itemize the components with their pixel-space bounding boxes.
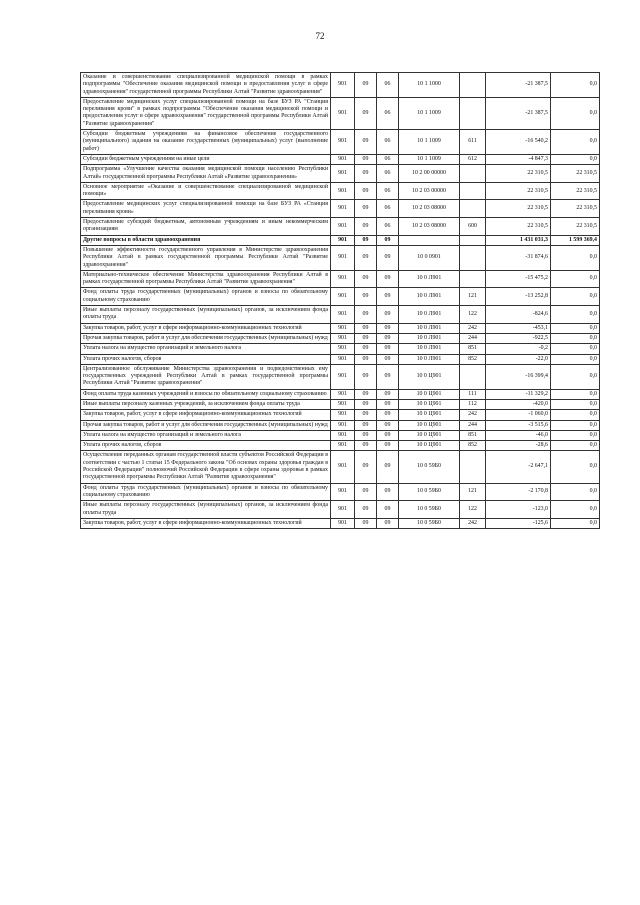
amount-1-cell: -2 170,8: [486, 483, 551, 501]
subsection-code-cell: 09: [377, 306, 399, 324]
admin-code-cell: 901: [331, 399, 355, 409]
expense-type-cell: 851: [460, 344, 486, 354]
amount-1-cell: -15 475,2: [486, 270, 551, 288]
target-item-cell: 10 0 Л901: [399, 306, 460, 324]
admin-code-cell: 901: [331, 410, 355, 420]
amount-1-cell: -125,6: [486, 518, 551, 528]
amount-1-cell: 22 310,5: [486, 200, 551, 218]
table-row: [81, 451, 600, 483]
subsection-code-cell: 09: [377, 501, 399, 519]
expense-type-cell: 121: [460, 483, 486, 501]
table-row: [81, 218, 600, 236]
amount-2-cell: 0,0: [551, 399, 600, 409]
target-item-cell: 10 0 Ц901: [399, 399, 460, 409]
section-code-cell: 09: [355, 323, 377, 333]
row-name-cell: Субсидии бюджетным учреждениям на финансовое обеспечение государственного (муниципального) задания на оказание государственных (муниципальных) услуг (выполнение работ): [81, 130, 331, 155]
table-row: [81, 410, 600, 420]
row-name-cell: Оказание и совершенствование специализированной медицинской помощи в рамках подпрограммы "Обеспечение оказания медицинской помощи и предоставления услуг в сфере здравоохранения" государственной программы Республики Алтай "Развитие здравоохранения": [81, 73, 331, 98]
row-name-cell: Иные выплаты персоналу казенных учреждений, за исключением фонда оплаты труда: [81, 399, 331, 409]
expense-type-cell: [460, 200, 486, 218]
table-row: [81, 323, 600, 333]
target-item-cell: 10 2 00 00000: [399, 165, 460, 183]
amount-2-cell: 0,0: [551, 154, 600, 164]
section-code-cell: 09: [355, 451, 377, 483]
amount-1-cell: -21 387,5: [486, 73, 551, 98]
row-name-cell: Субсидии бюджетным учреждениям на иные цели: [81, 154, 331, 164]
amount-2-cell: 0,0: [551, 364, 600, 389]
amount-1-cell: -922,5: [486, 333, 551, 343]
amount-1-cell: -11 329,2: [486, 389, 551, 399]
admin-code-cell: 901: [331, 441, 355, 451]
amount-1-cell: -16 399,4: [486, 364, 551, 389]
amount-2-cell: 0,0: [551, 441, 600, 451]
target-item-cell: 10 0 Л901: [399, 270, 460, 288]
section-code-cell: 09: [355, 73, 377, 98]
section-code-cell: 09: [355, 218, 377, 236]
admin-code-cell: 901: [331, 200, 355, 218]
admin-code-cell: 901: [331, 344, 355, 354]
expense-type-cell: 611: [460, 130, 486, 155]
section-code-cell: 09: [355, 364, 377, 389]
expense-type-cell: [460, 73, 486, 98]
section-code-cell: 09: [355, 306, 377, 324]
section-code-cell: 09: [355, 270, 377, 288]
subsection-code-cell: 09: [377, 451, 399, 483]
target-item-cell: 10 0 Ц901: [399, 420, 460, 430]
admin-code-cell: 901: [331, 218, 355, 236]
amount-1-cell: -4 847,3: [486, 154, 551, 164]
amount-2-cell: 0,0: [551, 97, 600, 129]
target-item-cell: 10 0 Л901: [399, 354, 460, 364]
admin-code-cell: 901: [331, 420, 355, 430]
admin-code-cell: 901: [331, 364, 355, 389]
section-code-cell: 09: [355, 235, 377, 245]
section-code-cell: 09: [355, 483, 377, 501]
expense-type-cell: 122: [460, 306, 486, 324]
admin-code-cell: 901: [331, 333, 355, 343]
subsection-code-cell: 09: [377, 430, 399, 440]
admin-code-cell: 901: [331, 270, 355, 288]
amount-2-cell: 0,0: [551, 410, 600, 420]
subsection-code-cell: 06: [377, 218, 399, 236]
subsection-code-cell: 06: [377, 165, 399, 183]
amount-2-cell: 0,0: [551, 306, 600, 324]
row-name-cell: Подпрограмма «Улучшение качества оказания медицинской помощи населению Республики Алтай» государственной программы Республики Алтай «Развитие здравоохранения»: [81, 165, 331, 183]
subsection-code-cell: 09: [377, 441, 399, 451]
amount-1-cell: -22,0: [486, 354, 551, 364]
amount-1-cell: -1 060,0: [486, 410, 551, 420]
expense-type-cell: [460, 165, 486, 183]
subsection-code-cell: 06: [377, 154, 399, 164]
budget-table: [80, 72, 600, 529]
admin-code-cell: 901: [331, 354, 355, 364]
target-item-cell: 10 0 0901: [399, 245, 460, 270]
amount-1-cell: 22 310,5: [486, 218, 551, 236]
table-row: [81, 441, 600, 451]
section-code-cell: 09: [355, 200, 377, 218]
amount-2-cell: 0,0: [551, 130, 600, 155]
row-name-cell: Иные выплаты персоналу государственных (муниципальных) органов, за исключением фонда оплаты труда: [81, 306, 331, 324]
expense-type-cell: 121: [460, 288, 486, 306]
expense-type-cell: 600: [460, 218, 486, 236]
amount-1-cell: -46,0: [486, 430, 551, 440]
row-name-cell: Предоставление медицинских услуг специализированной помощи на базе БУЗ РА "Станция переливания крови" в рамках подпрограммы "Обеспечение оказания медицинской помощи и предоставления услуг в сфере здравоохранения" государственной программы Республики Алтай "Развитие здравоохранения": [81, 97, 331, 129]
amount-1-cell: -31 874,6: [486, 245, 551, 270]
amount-2-cell: 0,0: [551, 354, 600, 364]
expense-type-cell: 244: [460, 333, 486, 343]
table-row: [81, 130, 600, 155]
table-row: [81, 333, 600, 343]
table-row: [81, 182, 600, 200]
target-item-cell: 10 0 Ц901: [399, 389, 460, 399]
row-name-cell: Фонд оплаты труда государственных (муниципальных) органов и взносы по обязательному социальному страхованию: [81, 483, 331, 501]
section-code-cell: 09: [355, 410, 377, 420]
amount-1-cell: -2 647,1: [486, 451, 551, 483]
table-row: [81, 200, 600, 218]
subsection-code-cell: 09: [377, 344, 399, 354]
row-name-cell: Иные выплаты персоналу государственных (муниципальных) органов, за исключением фонда оплаты труда: [81, 501, 331, 519]
subsection-code-cell: 09: [377, 288, 399, 306]
amount-1-cell: -0,2: [486, 344, 551, 354]
subsection-code-cell: 06: [377, 130, 399, 155]
subsection-code-cell: 09: [377, 420, 399, 430]
subsection-code-cell: 06: [377, 200, 399, 218]
amount-1-cell: -824,6: [486, 306, 551, 324]
row-name-cell: Осуществление переданных органам государственной власти субъектов Российской Федерации в соответствии с частью 1 статьи 15 Федерального закона "Об основах охраны здоровья граждан в Российской Федерации" полномочий Российской Федерации в сфере охраны здоровья в рамках государственной программы Республики Алтай "Развитие здравоохранения": [81, 451, 331, 483]
amount-1-cell: 22 310,5: [486, 165, 551, 183]
amount-2-cell: 0,0: [551, 518, 600, 528]
target-item-cell: 10 2 03 00000: [399, 182, 460, 200]
row-name-cell: Фонд оплаты труда государственных (муниципальных) органов и взносы по обязательному социальному страхованию: [81, 288, 331, 306]
row-name-cell: Закупка товаров, работ, услуг в сфере информационно-коммуникационных технологий: [81, 410, 331, 420]
subsection-code-cell: 06: [377, 73, 399, 98]
table-row: [81, 518, 600, 528]
row-name-cell: Уплата прочих налогов, сборов: [81, 441, 331, 451]
subsection-code-cell: 09: [377, 364, 399, 389]
table-body: [81, 73, 600, 529]
section-code-cell: 09: [355, 399, 377, 409]
subsection-code-cell: 09: [377, 399, 399, 409]
row-name-cell: Другие вопросы в области здравоохранения: [81, 235, 331, 245]
subsection-code-cell: 09: [377, 518, 399, 528]
amount-1-cell: -13 252,8: [486, 288, 551, 306]
target-item-cell: 10 2 03 08000: [399, 200, 460, 218]
table-row: [81, 73, 600, 98]
amount-2-cell: 1 599 369,4: [551, 235, 600, 245]
target-item-cell: 10 1 1000: [399, 73, 460, 98]
amount-2-cell: 0,0: [551, 288, 600, 306]
amount-2-cell: 0,0: [551, 344, 600, 354]
row-name-cell: Централизованное обслуживание Министерства здравоохранения и подведомственных ему государственных учреждений Республики Алтай в рамках государственной программы Республики Алтай "Развитие здравоохранения": [81, 364, 331, 389]
amount-1-cell: -123,0: [486, 501, 551, 519]
amount-1-cell: -453,1: [486, 323, 551, 333]
target-item-cell: 10 0 Л901: [399, 288, 460, 306]
amount-2-cell: 0,0: [551, 451, 600, 483]
amount-2-cell: 22 310,5: [551, 165, 600, 183]
amount-2-cell: 22 310,5: [551, 218, 600, 236]
expense-type-cell: 242: [460, 518, 486, 528]
target-item-cell: 10 0 Ц901: [399, 441, 460, 451]
section-code-cell: 09: [355, 441, 377, 451]
target-item-cell: 10 0 Ц901: [399, 410, 460, 420]
amount-2-cell: 0,0: [551, 270, 600, 288]
admin-code-cell: 901: [331, 73, 355, 98]
admin-code-cell: 901: [331, 130, 355, 155]
table-row: [81, 399, 600, 409]
subsection-code-cell: 09: [377, 483, 399, 501]
subsection-code-cell: 09: [377, 235, 399, 245]
subsection-code-cell: 06: [377, 182, 399, 200]
expense-type-cell: 111: [460, 389, 486, 399]
section-code-cell: 09: [355, 501, 377, 519]
admin-code-cell: 901: [331, 389, 355, 399]
table-row: [81, 430, 600, 440]
admin-code-cell: 901: [331, 323, 355, 333]
section-code-cell: 09: [355, 154, 377, 164]
target-item-cell: 10 0 59Б0: [399, 518, 460, 528]
subsection-code-cell: 09: [377, 333, 399, 343]
row-name-cell: Прочая закупка товаров, работ и услуг для обеспечения государственных (муниципальных) нужд: [81, 420, 331, 430]
section-code-cell: 09: [355, 97, 377, 129]
admin-code-cell: 901: [331, 235, 355, 245]
table-row: [81, 97, 600, 129]
table-row: [81, 235, 600, 245]
target-item-cell: 10 0 Л901: [399, 323, 460, 333]
amount-2-cell: 22 310,5: [551, 182, 600, 200]
expense-type-cell: [460, 364, 486, 389]
expense-type-cell: [460, 182, 486, 200]
amount-1-cell: -28,6: [486, 441, 551, 451]
target-item-cell: 10 0 59Б0: [399, 483, 460, 501]
subsection-code-cell: 06: [377, 97, 399, 129]
expense-type-cell: 244: [460, 420, 486, 430]
subsection-code-cell: 09: [377, 410, 399, 420]
amount-2-cell: 22 310,5: [551, 200, 600, 218]
table-row: [81, 354, 600, 364]
target-item-cell: 10 0 59Б0: [399, 501, 460, 519]
table-row: [81, 420, 600, 430]
amount-2-cell: 0,0: [551, 389, 600, 399]
amount-1-cell: -420,0: [486, 399, 551, 409]
section-code-cell: 09: [355, 389, 377, 399]
expense-type-cell: 852: [460, 354, 486, 364]
subsection-code-cell: 09: [377, 354, 399, 364]
row-name-cell: Закупка товаров, работ, услуг в сфере информационно-коммуникационных технологий: [81, 323, 331, 333]
expense-type-cell: 112: [460, 399, 486, 409]
target-item-cell: 10 1 1009: [399, 154, 460, 164]
admin-code-cell: 901: [331, 501, 355, 519]
admin-code-cell: 901: [331, 154, 355, 164]
admin-code-cell: 901: [331, 245, 355, 270]
row-name-cell: Уплата налога на имущество организаций и земельного налога: [81, 430, 331, 440]
section-code-cell: 09: [355, 344, 377, 354]
table-row: [81, 364, 600, 389]
expense-type-cell: [460, 97, 486, 129]
subsection-code-cell: 09: [377, 389, 399, 399]
expense-type-cell: 242: [460, 323, 486, 333]
target-item-cell: 10 0 Л901: [399, 344, 460, 354]
table-row: [81, 344, 600, 354]
table-row: [81, 483, 600, 501]
amount-1-cell: -3 515,6: [486, 420, 551, 430]
amount-2-cell: 0,0: [551, 483, 600, 501]
admin-code-cell: 901: [331, 288, 355, 306]
table-row: [81, 389, 600, 399]
section-code-cell: 09: [355, 518, 377, 528]
row-name-cell: Основное мероприятие «Оказание и совершенствование специализированной медицинской помощи»: [81, 182, 331, 200]
page-number: 72: [315, 31, 325, 41]
amount-2-cell: 0,0: [551, 73, 600, 98]
target-item-cell: 10 0 Л901: [399, 333, 460, 343]
row-name-cell: Повышение эффективности государственного управления в Министерстве здравоохранения Республики Алтай в рамках государственной программы Республики Алтай "Развитие здравоохранения": [81, 245, 331, 270]
section-code-cell: 09: [355, 288, 377, 306]
row-name-cell: Закупка товаров, работ, услуг в сфере информационно-коммуникационных технологий: [81, 518, 331, 528]
expense-type-cell: [460, 235, 486, 245]
table-row: [81, 288, 600, 306]
table-row: [81, 270, 600, 288]
section-code-cell: 09: [355, 165, 377, 183]
table-row: [81, 501, 600, 519]
target-item-cell: [399, 235, 460, 245]
target-item-cell: 10 1 1009: [399, 97, 460, 129]
amount-2-cell: 0,0: [551, 245, 600, 270]
row-name-cell: Прочая закупка товаров, работ и услуг для обеспечения государственных (муниципальных) нужд: [81, 333, 331, 343]
section-code-cell: 09: [355, 245, 377, 270]
table-row: [81, 154, 600, 164]
admin-code-cell: 901: [331, 165, 355, 183]
amount-1-cell: 1 431 031,3: [486, 235, 551, 245]
amount-2-cell: 0,0: [551, 323, 600, 333]
row-name-cell: Предоставление субсидий бюджетным, автономным учреждениям и иным некоммерческим организациям: [81, 218, 331, 236]
table-row: [81, 306, 600, 324]
section-code-cell: 09: [355, 430, 377, 440]
table-row: [81, 165, 600, 183]
expense-type-cell: 852: [460, 441, 486, 451]
table-row: [81, 245, 600, 270]
admin-code-cell: 901: [331, 483, 355, 501]
expense-type-cell: [460, 451, 486, 483]
admin-code-cell: 901: [331, 451, 355, 483]
expense-type-cell: [460, 245, 486, 270]
amount-1-cell: -16 540,2: [486, 130, 551, 155]
admin-code-cell: 901: [331, 182, 355, 200]
row-name-cell: Уплата налога на имущество организаций и земельного налога: [81, 344, 331, 354]
target-item-cell: 10 1 1009: [399, 130, 460, 155]
admin-code-cell: 901: [331, 430, 355, 440]
section-code-cell: 09: [355, 420, 377, 430]
subsection-code-cell: 09: [377, 245, 399, 270]
target-item-cell: 10 2 03 08000: [399, 218, 460, 236]
section-code-cell: 09: [355, 182, 377, 200]
expense-type-cell: 612: [460, 154, 486, 164]
section-code-cell: 09: [355, 354, 377, 364]
expense-type-cell: [460, 270, 486, 288]
amount-2-cell: 0,0: [551, 420, 600, 430]
admin-code-cell: 901: [331, 518, 355, 528]
target-item-cell: 10 0 Ц901: [399, 364, 460, 389]
subsection-code-cell: 09: [377, 270, 399, 288]
section-code-cell: 09: [355, 333, 377, 343]
amount-2-cell: 0,0: [551, 333, 600, 343]
expense-type-cell: 242: [460, 410, 486, 420]
admin-code-cell: 901: [331, 306, 355, 324]
subsection-code-cell: 09: [377, 323, 399, 333]
amount-2-cell: 0,0: [551, 430, 600, 440]
expense-type-cell: 851: [460, 430, 486, 440]
row-name-cell: Фонд оплаты труда казенных учреждений и взносы по обязательному социальному страхованию: [81, 389, 331, 399]
admin-code-cell: 901: [331, 97, 355, 129]
amount-1-cell: 22 310,5: [486, 182, 551, 200]
amount-1-cell: -21 387,5: [486, 97, 551, 129]
target-item-cell: 10 0 59Б0: [399, 451, 460, 483]
row-name-cell: Уплата прочих налогов, сборов: [81, 354, 331, 364]
target-item-cell: 10 0 Ц901: [399, 430, 460, 440]
section-code-cell: 09: [355, 130, 377, 155]
expense-type-cell: 122: [460, 501, 486, 519]
row-name-cell: Предоставление медицинских услуг специализированной помощи на базе БУЗ РА «Станция переливания крови»: [81, 200, 331, 218]
amount-2-cell: 0,0: [551, 501, 600, 519]
row-name-cell: Материально-техническое обеспечение Министерства здравоохранения Республики Алтай в рамках государственной программы Республики Алтай "Развитие здравоохранения": [81, 270, 331, 288]
